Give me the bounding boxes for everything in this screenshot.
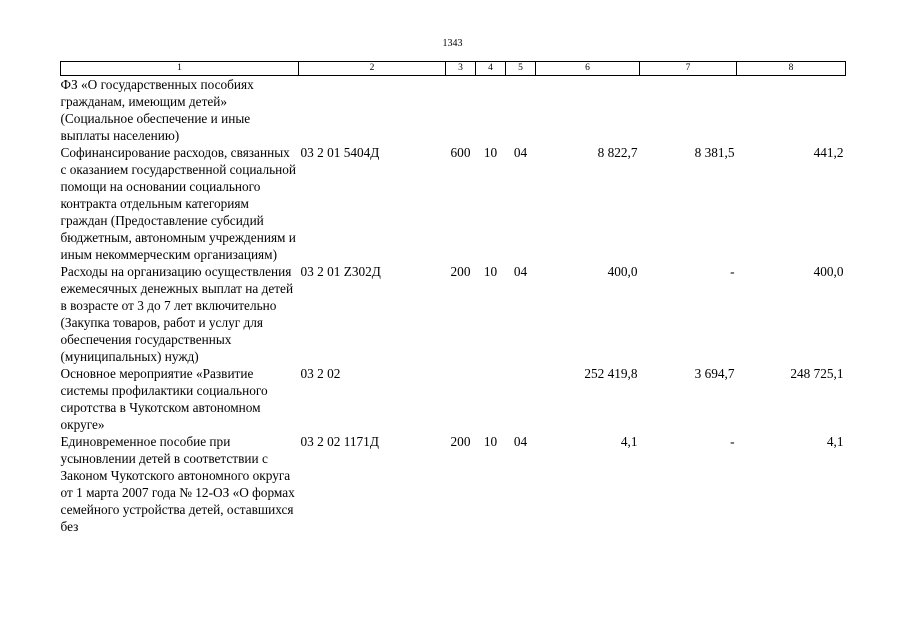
column-header-1: 1 [61, 62, 299, 76]
row-federal [640, 76, 737, 145]
row-col3 [446, 365, 476, 433]
row-col5 [506, 365, 536, 433]
row-total [536, 76, 640, 145]
row-col5 [506, 76, 536, 145]
table-row [61, 365, 846, 433]
column-header-5: 5 [506, 62, 536, 76]
table-row [61, 76, 846, 145]
row-regional: 400,0 [813, 264, 844, 279]
column-number-header-row [61, 62, 846, 76]
row-col3: 200 [450, 264, 471, 279]
row-col3: 600 [450, 145, 471, 160]
column-header-4: 4 [476, 62, 506, 76]
budget-table [60, 61, 846, 535]
row-col5: 04 [513, 434, 528, 449]
row-col5: 04 [513, 145, 528, 160]
row-col3 [446, 76, 476, 145]
row-total: 4,1 [620, 434, 638, 449]
row-col4 [476, 76, 506, 145]
row-federal: 3 694,7 [694, 366, 735, 381]
column-header-6: 6 [536, 62, 640, 76]
row-federal: - [730, 434, 735, 449]
row-federal: 8 381,5 [694, 145, 735, 160]
row-regional [737, 76, 846, 145]
row-regional: 441,2 [813, 145, 844, 160]
row-code [299, 76, 446, 145]
row-name: Софинансирование расходов, связанных с оказанием государственной социальной помощи на основании социального контракта отдельным категориям граждан (Предоставление субсидий бюджетным, автономным учреждениям и иным некоммерческим организациям) [60, 145, 297, 262]
row-code: 03 2 02 [300, 366, 341, 381]
row-col4: 10 [483, 145, 498, 160]
row-col4: 10 [483, 434, 498, 449]
table-row [61, 263, 846, 365]
column-header-8: 8 [737, 62, 846, 76]
table-row [61, 144, 846, 263]
row-name: Основное мероприятие «Развитие системы профилактики социального сиротства в Чукотском автономном округе» [60, 366, 268, 432]
page-number: 1343 [442, 38, 463, 49]
row-total: 8 822,7 [597, 145, 638, 160]
row-name: Расходы на организацию осуществления ежемесячных денежных выплат на детей в возрасте от 3 до 7 лет включительно (Закупка товаров, работ и услуг для обеспечения государственных (муниципальных) нужд) [60, 264, 294, 364]
row-total: 400,0 [607, 264, 638, 279]
row-name: ФЗ «О государственных пособиях гражданам, имеющим детей» (Социальное обеспечение и иные выплаты населению) [60, 77, 254, 143]
row-col4: 10 [483, 264, 498, 279]
column-header-7: 7 [640, 62, 737, 76]
row-regional: 248 725,1 [790, 366, 844, 381]
row-total: 252 419,8 [584, 366, 638, 381]
table-row [61, 433, 846, 535]
row-regional: 4,1 [826, 434, 844, 449]
row-col4 [476, 365, 506, 433]
column-header-3: 3 [446, 62, 476, 76]
row-col3: 200 [450, 434, 471, 449]
row-code: 03 2 01 5404Д [300, 145, 380, 160]
row-col5: 04 [513, 264, 528, 279]
row-code: 03 2 01 Z302Д [300, 264, 381, 279]
column-header-2: 2 [299, 62, 446, 76]
row-code: 03 2 02 1171Д [300, 434, 379, 449]
row-name: Единовременное пособие при усыновлении детей в соответствии с Законом Чукотского автономного округа от 1 марта 2007 года № 12-ОЗ «О формах семейного устройства детей, оставшихся без [60, 434, 295, 534]
row-federal: - [730, 264, 735, 279]
